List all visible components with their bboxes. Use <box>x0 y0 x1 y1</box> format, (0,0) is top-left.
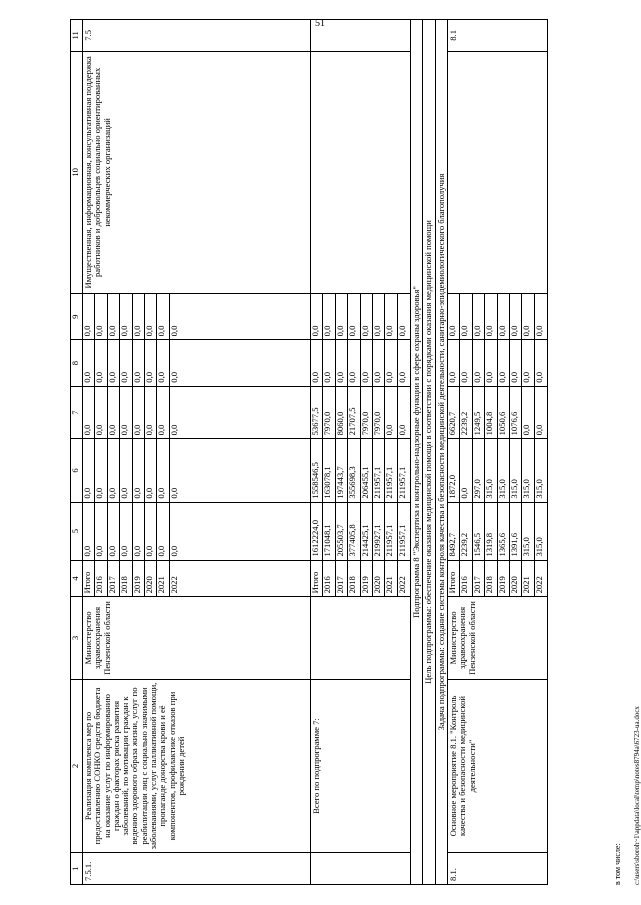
table-cell: 0,0 <box>361 294 373 339</box>
table-cell: 2016 <box>460 561 472 597</box>
table-cell: 2018 <box>348 561 360 597</box>
regional-budget-column <box>447 439 547 502</box>
table-cell: 0,0 <box>83 503 95 560</box>
table-cell: 2019 <box>498 561 510 597</box>
header-row <box>71 20 83 885</box>
header-cell: 3 <box>71 597 83 679</box>
table-cell: 2020 <box>145 561 157 597</box>
table-cell: 0,0 <box>83 439 95 501</box>
table-cell: 315,0 <box>522 439 534 501</box>
table-cell: 0,0 <box>95 387 107 439</box>
goal-row <box>423 20 435 885</box>
table-cell: 0,0 <box>108 387 120 439</box>
table-cell: 0,0 <box>83 340 95 385</box>
other-sources-column <box>83 294 311 340</box>
table-cell: 0,0 <box>485 340 497 385</box>
table-cell: 0,0 <box>168 545 179 557</box>
table-cell: 0,0 <box>120 294 132 339</box>
table-cell: 2018 <box>120 561 132 597</box>
table-cell: 0,0 <box>510 294 522 339</box>
table-cell: 0,0 <box>95 340 107 385</box>
empty-cell <box>311 597 411 679</box>
budget-total-column <box>83 502 311 560</box>
table-cell: 0,0 <box>168 325 179 337</box>
activity-name: Реализация комплекса мер по предоставлению СОНКО средств бюджета на оказание услуг по информированию граждан о факторах риска развития заболеваний, по мотивации граждан к ведению здорового образа жизни, услуг по реабилитации лиц с социально значимыми заболеваниями, услуг паллиативной помощи, пропаганде донорства крови и её компонентов, профилактике отказов при рождении детей <box>83 679 311 853</box>
task-row <box>435 20 447 885</box>
table-cell: 8492,7 <box>448 503 460 560</box>
table-cell: 0,0 <box>133 387 145 439</box>
table-cell: 7970,0 <box>361 387 373 439</box>
table-cell: 0,0 <box>385 294 397 339</box>
table-cell: 0,0 <box>485 294 497 339</box>
years-column <box>311 560 411 597</box>
executor: Министерство здравоохранения Пензенской области <box>83 597 311 679</box>
header-cell: 4 <box>71 560 83 597</box>
table-cell: 2017 <box>108 561 120 597</box>
table-cell: 0,0 <box>385 387 397 439</box>
table-cell: 0,0 <box>533 325 544 337</box>
table-cell: 0,0 <box>83 387 95 439</box>
table-cell: 211957,1 <box>396 466 407 499</box>
file-path: c:\users\sboroh~1\appdata\local\temp\notes8794a\6723-ua.docx <box>633 706 641 885</box>
table-cell: 211957,1 <box>373 439 385 501</box>
table-cell: 2022 <box>396 576 407 594</box>
table-cell: 0,0 <box>95 294 107 339</box>
table-cell: 315,0 <box>533 479 544 499</box>
table-cell: 2021 <box>157 561 169 597</box>
table-cell: 1612224,0 <box>311 503 323 560</box>
page-number: 51 <box>315 18 325 29</box>
table-cell: 0,0 <box>348 294 360 339</box>
table-cell: 0,0 <box>145 387 157 439</box>
table-cell: 0,0 <box>157 340 169 385</box>
header-cell: 8 <box>71 340 83 386</box>
table-cell: 205503,7 <box>336 503 348 560</box>
subprogram-task: Задача подпрограммы: создание системы контроля качества и безопасности медицинской деятельности, санитарно-эпидемиологического благополучия <box>435 20 447 885</box>
empty-cell <box>311 853 411 885</box>
table-cell: 0,0 <box>522 340 534 385</box>
table-cell: 171048,1 <box>323 503 335 560</box>
indicator-ref: 7.5 <box>83 20 311 52</box>
table-cell: 1391,6 <box>510 503 522 560</box>
table-cell: 0,0 <box>522 294 534 339</box>
table-cell: 0,0 <box>460 439 472 501</box>
table-cell: 0,0 <box>120 503 132 560</box>
table-cell: 197443,7 <box>336 439 348 501</box>
table-cell: 1546,5 <box>473 503 485 560</box>
table-cell: 2016 <box>95 561 107 597</box>
table-cell: 0,0 <box>460 340 472 385</box>
header-cell: 2 <box>71 679 83 853</box>
table-cell: 0,0 <box>498 340 510 385</box>
table-cell: 0,0 <box>145 439 157 501</box>
header-cell: 1 <box>71 853 83 885</box>
table-cell: 0,0 <box>533 424 544 436</box>
local-budget-column <box>447 340 547 386</box>
federal-budget-column <box>447 386 547 439</box>
table-cell: 7970,0 <box>373 387 385 439</box>
footer <box>613 706 641 885</box>
table-cell: 1365,6 <box>498 503 510 560</box>
table-cell: 1050,6 <box>498 387 510 439</box>
table-cell: 0,0 <box>311 294 323 339</box>
table-cell: 0,0 <box>473 294 485 339</box>
table-cell: 2021 <box>385 561 397 597</box>
table-cell: 355698,3 <box>348 439 360 501</box>
table-cell: 0,0 <box>385 340 397 385</box>
table-cell: 315,0 <box>498 439 510 501</box>
expected-result: Имущественная, информационная, консультативная поддержка работников и добровольцев социально ориентированных некоммерческих организаций <box>83 51 311 293</box>
table-cell: 2018 <box>485 561 497 597</box>
table-cell: 0,0 <box>168 371 179 383</box>
subtotal-label: Всего по подпрограмме 7: <box>311 679 411 853</box>
table-cell: 211957,1 <box>396 524 407 557</box>
table-cell: 53677,5 <box>311 387 323 439</box>
table-cell: 0,0 <box>120 340 132 385</box>
local-budget-column <box>83 340 311 386</box>
table-cell: 0,0 <box>108 439 120 501</box>
local-budget-column <box>311 340 411 386</box>
table-cell: 2020 <box>373 561 385 597</box>
table-cell: 7970,0 <box>323 387 335 439</box>
table-cell: 1872,0 <box>448 439 460 501</box>
budget-total-column <box>311 502 411 560</box>
table-cell: 0,0 <box>361 340 373 385</box>
table-cell: 0,0 <box>448 340 460 385</box>
program-table <box>70 19 548 885</box>
table-cell: 0,0 <box>83 294 95 339</box>
table-cell: 1319,8 <box>485 503 497 560</box>
header-cell: 9 <box>71 294 83 340</box>
table-cell: 315,0 <box>533 537 544 557</box>
table-cell: 0,0 <box>157 439 169 501</box>
executor: Министерство здравоохранения Пензенской области <box>447 597 547 679</box>
table-cell: 0,0 <box>133 294 145 339</box>
table-cell: 6620,7 <box>448 387 460 439</box>
table-cell: 8060,0 <box>336 387 348 439</box>
table-cell: 0,0 <box>95 503 107 560</box>
subprogram-title: Подпрограмма 8 "Экспертиза и контрольно-надзорные функции в сфере охраны здоровья" <box>411 20 423 885</box>
table-cell: 2239,2 <box>460 387 472 439</box>
table-cell: 2019 <box>133 561 145 597</box>
table-cell: 0,0 <box>145 340 157 385</box>
header-cell: 5 <box>71 502 83 560</box>
table-cell: 0,0 <box>336 294 348 339</box>
table-cell: Итого <box>83 561 95 597</box>
table-cell: 297,0 <box>473 439 485 501</box>
table-cell: 0,0 <box>108 340 120 385</box>
empty-cell <box>447 51 547 293</box>
table-cell: 0,0 <box>108 503 120 560</box>
table-cell: 315,0 <box>485 439 497 501</box>
table-cell: 2019 <box>361 561 373 597</box>
table-cell: 0,0 <box>448 294 460 339</box>
years-column <box>83 560 311 597</box>
table-cell: 2022 <box>533 576 544 594</box>
table-cell: 211957,1 <box>385 439 397 501</box>
table-cell: Итого <box>311 561 323 597</box>
regional-budget-column <box>83 439 311 502</box>
table-cell: 2017 <box>473 561 485 597</box>
table-cell: 2017 <box>336 561 348 597</box>
table-cell: 2020 <box>510 561 522 597</box>
table-cell: 0,0 <box>533 371 544 383</box>
table-cell: 0,0 <box>157 503 169 560</box>
other-sources-column <box>311 294 411 340</box>
table-cell: 0,0 <box>145 294 157 339</box>
table-cell: 0,0 <box>168 487 179 499</box>
table-cell: Итого <box>448 561 460 597</box>
table-cell: 0,0 <box>348 340 360 385</box>
footer-label: в том числе: <box>613 843 622 885</box>
table-cell: 0,0 <box>336 340 348 385</box>
empty-cell <box>311 20 411 52</box>
federal-budget-column <box>83 386 311 439</box>
table-cell: 21707,5 <box>348 387 360 439</box>
header-cell: 11 <box>71 20 83 52</box>
table-cell: 0,0 <box>323 340 335 385</box>
table-cell: 0,0 <box>108 294 120 339</box>
table-cell: 0,0 <box>120 439 132 501</box>
table-cell: 0,0 <box>396 325 407 337</box>
table-cell: 0,0 <box>133 503 145 560</box>
table-row <box>83 20 311 885</box>
table-cell: 0,0 <box>168 424 179 436</box>
table-cell: 219927,1 <box>373 503 385 560</box>
table-cell: 0,0 <box>373 294 385 339</box>
table-row <box>311 20 411 885</box>
subprogram-goal: Цель подпрограммы: обеспечение оказания медицинской помощи в соответствии с порядками оказания медицинской помощи <box>423 20 435 885</box>
table-cell: 0,0 <box>460 294 472 339</box>
table-cell: 1249,5 <box>473 387 485 439</box>
table-cell: 163078,1 <box>323 439 335 501</box>
table-cell: 0,0 <box>311 340 323 385</box>
table-cell: 1076,6 <box>510 387 522 439</box>
budget-total-column <box>447 502 547 560</box>
table-cell: 1558546,5 <box>311 439 323 501</box>
table-cell: 0,0 <box>157 387 169 439</box>
table-cell: 0,0 <box>157 294 169 339</box>
table-cell: 1004,8 <box>485 387 497 439</box>
table-cell: 0,0 <box>522 387 534 439</box>
table-cell: 214425,1 <box>361 503 373 560</box>
table-cell: 0,0 <box>473 340 485 385</box>
table-cell: 0,0 <box>396 371 407 383</box>
header-cell: 10 <box>71 51 83 293</box>
table-cell: 2021 <box>522 561 534 597</box>
table-cell: 0,0 <box>396 424 407 436</box>
indicator-ref: 8.1 <box>447 20 547 52</box>
table-cell: 0,0 <box>120 387 132 439</box>
table-cell: 0,0 <box>510 340 522 385</box>
table-cell: 206455,1 <box>361 439 373 501</box>
table-row <box>447 20 547 885</box>
other-sources-column <box>447 294 547 340</box>
table-cell: 0,0 <box>323 294 335 339</box>
table-cell: 0,0 <box>133 340 145 385</box>
header-cell: 7 <box>71 386 83 439</box>
table-cell: 315,0 <box>522 503 534 560</box>
table-cell: 377405,8 <box>348 503 360 560</box>
subprogram-row <box>411 20 423 885</box>
table-cell: 0,0 <box>498 294 510 339</box>
table-cell: 2239,2 <box>460 503 472 560</box>
federal-budget-column <box>311 386 411 439</box>
activity-name: Основное мероприятие 8.1. "Контроль качества и безопасности медицинской деятельности" <box>447 679 547 853</box>
table-cell: 0,0 <box>95 439 107 501</box>
regional-budget-column <box>311 439 411 502</box>
table-cell: 0,0 <box>145 503 157 560</box>
table-cell: 2016 <box>323 561 335 597</box>
table-cell: 2022 <box>168 576 179 594</box>
row-number: 8.1. <box>447 853 547 885</box>
table-cell: 211957,1 <box>385 503 397 560</box>
table-cell: 0,0 <box>373 340 385 385</box>
row-number: 7.5.1. <box>83 853 311 885</box>
header-cell: 6 <box>71 439 83 502</box>
years-column <box>447 560 547 597</box>
table-cell: 0,0 <box>133 439 145 501</box>
table-cell: 315,0 <box>510 439 522 501</box>
empty-cell <box>311 51 411 293</box>
